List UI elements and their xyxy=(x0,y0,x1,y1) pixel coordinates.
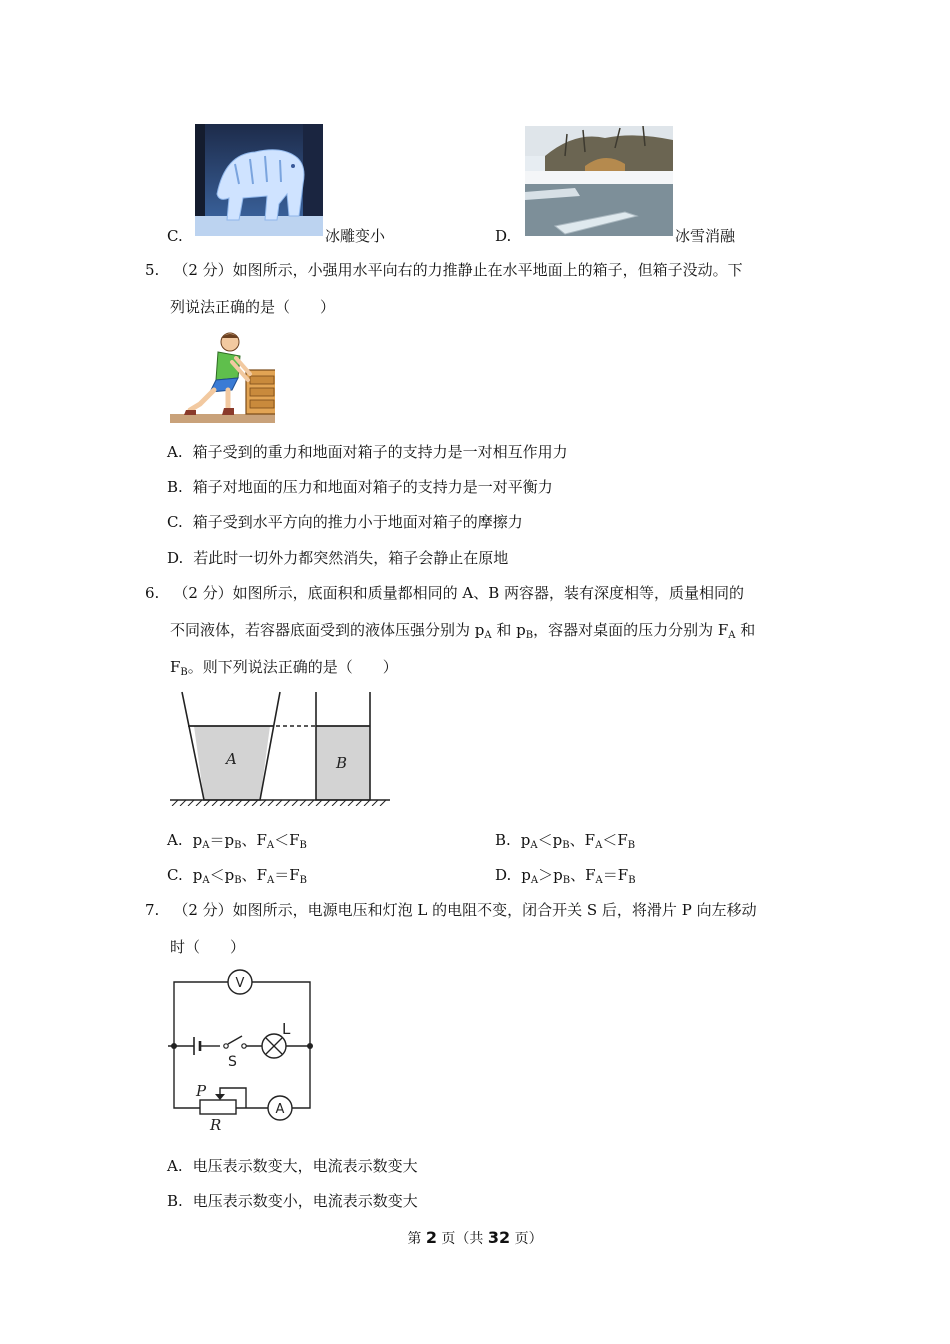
q6-stem-line3 xyxy=(170,657,398,683)
switch-blade xyxy=(228,1036,242,1044)
q6-option-d-sub2: B xyxy=(562,875,571,886)
q7-option-b-text: 电压表示数变小，电流表示数变大 xyxy=(192,1192,418,1210)
q6-option-c-f2: F xyxy=(289,866,300,884)
ice-sculpture-image xyxy=(195,124,323,236)
q6-option-d-sub4: B xyxy=(628,875,636,886)
q4-option-d-caption: 冰雪消融 xyxy=(675,227,736,245)
switch-label: S xyxy=(228,1054,237,1070)
q5-option-a xyxy=(167,442,568,462)
q6-option-b-sub4: B xyxy=(627,840,636,851)
q6-option-a-f2: F xyxy=(289,831,300,849)
q6-option-d-f1: F xyxy=(585,866,596,884)
q6-option-b xyxy=(495,830,635,856)
q6-option-d-frel: ＝ xyxy=(602,866,618,884)
q6-sub-a: A xyxy=(484,630,492,641)
q6-option-a-sub1: A xyxy=(202,840,210,851)
q6-option-d-prel: ＞ xyxy=(538,866,554,884)
q6-option-b-sep: 、 xyxy=(569,831,585,849)
q7-stem-line2: 时（ ） xyxy=(170,938,246,956)
circuit-diagram xyxy=(166,966,322,1136)
q5-option-b-text: 箱子对地面的压力和地面对箱子的支持力是一对平衡力 xyxy=(192,478,553,496)
q6-stem-line1 xyxy=(145,583,744,603)
q6-option-c-prel: ＜ xyxy=(209,866,225,884)
page-footer xyxy=(0,1228,950,1248)
q6-option-d-p1: p xyxy=(521,866,531,884)
q6-option-a-p2: p xyxy=(224,831,235,849)
footer-pre: 第 xyxy=(407,1231,426,1247)
q6-option-b-f2: F xyxy=(617,831,628,849)
q6-option-c-p1: p xyxy=(192,866,203,884)
q5-option-b xyxy=(167,477,553,497)
q5-option-a-letter: A. xyxy=(167,443,183,461)
q6-option-a-p1: p xyxy=(192,831,203,849)
q7-option-b xyxy=(167,1191,418,1211)
q6-option-c-letter: C. xyxy=(167,866,183,884)
q6-stem-3a: F xyxy=(170,658,181,676)
q5-option-c xyxy=(167,512,523,532)
q6-option-b-p1: p xyxy=(520,831,531,849)
rheostat-icon xyxy=(200,1100,236,1114)
footer-total-pages: 32 xyxy=(487,1228,511,1247)
circuit-wire-bottom-right xyxy=(292,1046,310,1108)
q7-option-a xyxy=(167,1156,418,1176)
q5-option-d-letter: D. xyxy=(167,549,184,567)
q6-option-a-prel: ＝ xyxy=(209,831,225,849)
q6-option-c-frel: ＝ xyxy=(274,866,290,884)
q5-number: 5. xyxy=(145,261,160,279)
circuit-wire-top-left xyxy=(174,982,228,1046)
node-left xyxy=(171,1043,177,1049)
rheostat-label: R xyxy=(210,1116,222,1134)
q6-stem-line2 xyxy=(170,620,755,646)
ammeter-label: A xyxy=(275,1102,285,1117)
q7-number: 7. xyxy=(145,901,160,919)
q7-stem-text1: 如图所示，电源电压和灯泡 L 的电阻不变，闭合开关 S 后，将滑片 P 向左移动 xyxy=(232,901,757,919)
q6-option-c-sub3: A xyxy=(266,875,275,886)
q6-sub-b2: B xyxy=(180,667,188,678)
q6-option-d-letter: D. xyxy=(495,866,512,884)
q5-option-d xyxy=(167,548,508,568)
switch-contact-left xyxy=(224,1044,228,1048)
lamp-label: L xyxy=(282,1020,291,1038)
melting-ice-image xyxy=(525,126,673,236)
q5-score: （2 分） xyxy=(173,261,233,279)
voltmeter-label: V xyxy=(235,976,245,991)
q6-option-c-sep: 、 xyxy=(241,866,257,884)
q6-score: （2 分） xyxy=(173,584,233,602)
q6-option-c-sub4: B xyxy=(299,875,308,886)
table-hatching xyxy=(172,800,386,806)
container-b-label: B xyxy=(336,754,348,772)
q6-option-c-sub2: B xyxy=(234,875,242,886)
q6-number: 6. xyxy=(145,584,160,602)
footer-mid: 页（共 xyxy=(436,1231,488,1247)
q6-option-b-letter: B. xyxy=(495,831,511,849)
q6-option-b-sub2: B xyxy=(562,840,570,851)
q7-score: （2 分） xyxy=(173,901,233,919)
node-right xyxy=(307,1043,313,1049)
q7-option-a-letter: A. xyxy=(167,1157,183,1175)
footer-post: 页） xyxy=(510,1231,543,1247)
q5-option-c-text: 箱子受到水平方向的推力小于地面对箱子的摩擦力 xyxy=(192,513,523,531)
q6-option-a xyxy=(167,830,307,856)
q6-option-b-p2: p xyxy=(552,831,563,849)
q6-option-a-sep: 、 xyxy=(241,831,257,849)
q4-option-c-caption: 冰雕变小 xyxy=(325,227,386,245)
q6-option-a-frel: ＜ xyxy=(274,831,290,849)
q6-option-d-f2: F xyxy=(617,866,629,884)
slider-label: P xyxy=(196,1082,207,1100)
q6-stem-2c: ，容器对桌面的压力分别为 F xyxy=(533,621,729,639)
q6-sub-a2: A xyxy=(728,630,736,641)
q6-option-c xyxy=(167,865,307,891)
q5-option-d-text: 若此时一切外力都突然消失，箱子会静止在原地 xyxy=(193,549,509,567)
q6-option-b-frel: ＜ xyxy=(602,831,618,849)
boy-pushing-box-figure xyxy=(170,330,275,423)
slider-arrow-icon xyxy=(215,1094,225,1100)
q6-option-a-f1: F xyxy=(256,831,267,849)
q4-option-d-letter: D. xyxy=(495,227,512,245)
q5-option-c-letter: C. xyxy=(167,513,183,531)
footer-page-number: 2 xyxy=(425,1228,437,1247)
q6-option-d-sub3: A xyxy=(595,875,603,886)
q6-option-d-sub1: A xyxy=(530,875,539,886)
q6-option-d xyxy=(495,865,636,891)
q7-stem-line1 xyxy=(145,900,757,920)
q6-option-c-f1: F xyxy=(256,866,267,884)
q6-sub-b: B xyxy=(525,630,534,641)
q6-option-d-p2: p xyxy=(553,866,563,884)
q6-option-c-sub1: A xyxy=(202,875,210,886)
q5-option-b-letter: B. xyxy=(167,478,183,496)
q6-option-a-letter: A. xyxy=(167,831,183,849)
q7-option-b-letter: B. xyxy=(167,1192,183,1210)
q6-stem-2b: 和 p xyxy=(491,621,526,639)
q6-option-a-sub4: B xyxy=(299,840,307,851)
q6-stem-text1: 如图所示，底面积和质量都相同的 A、B 两容器，装有深度相等，质量相同的 xyxy=(232,584,745,602)
containers-figure xyxy=(168,690,392,806)
q5-option-a-text: 箱子受到的重力和地面对箱子的支持力是一对相互作用力 xyxy=(192,443,568,461)
q6-option-a-sub3: A xyxy=(266,840,275,851)
q5-stem-text1: 如图所示，小强用水平向右的力推静止在水平地面上的箱子，但箱子没动。下 xyxy=(232,261,743,279)
q4-option-c-letter: C. xyxy=(167,227,183,245)
q6-option-b-sub1: A xyxy=(530,840,538,851)
switch-contact-right xyxy=(242,1044,246,1048)
q5-stem-line2: 列说法正确的是（ ） xyxy=(170,298,336,316)
q5-stem-line1 xyxy=(145,260,743,280)
q6-option-d-sep: 、 xyxy=(570,866,586,884)
container-a-label: A xyxy=(226,750,237,768)
q6-stem-2a: 不同液体，若容器底面受到的液体压强分别为 p xyxy=(170,621,485,639)
q6-stem-2d: 和 xyxy=(735,621,756,639)
q6-option-b-f1: F xyxy=(584,831,596,849)
q6-stem-3b: 。则下列说法正确的是（ ） xyxy=(187,658,398,676)
q6-option-b-sub3: A xyxy=(595,840,603,851)
q7-option-a-text: 电压表示数变大，电流表示数变大 xyxy=(192,1157,418,1175)
q6-option-c-p2: p xyxy=(224,866,235,884)
q6-option-a-sub2: B xyxy=(234,840,242,851)
q6-option-b-prel: ＜ xyxy=(537,831,553,849)
